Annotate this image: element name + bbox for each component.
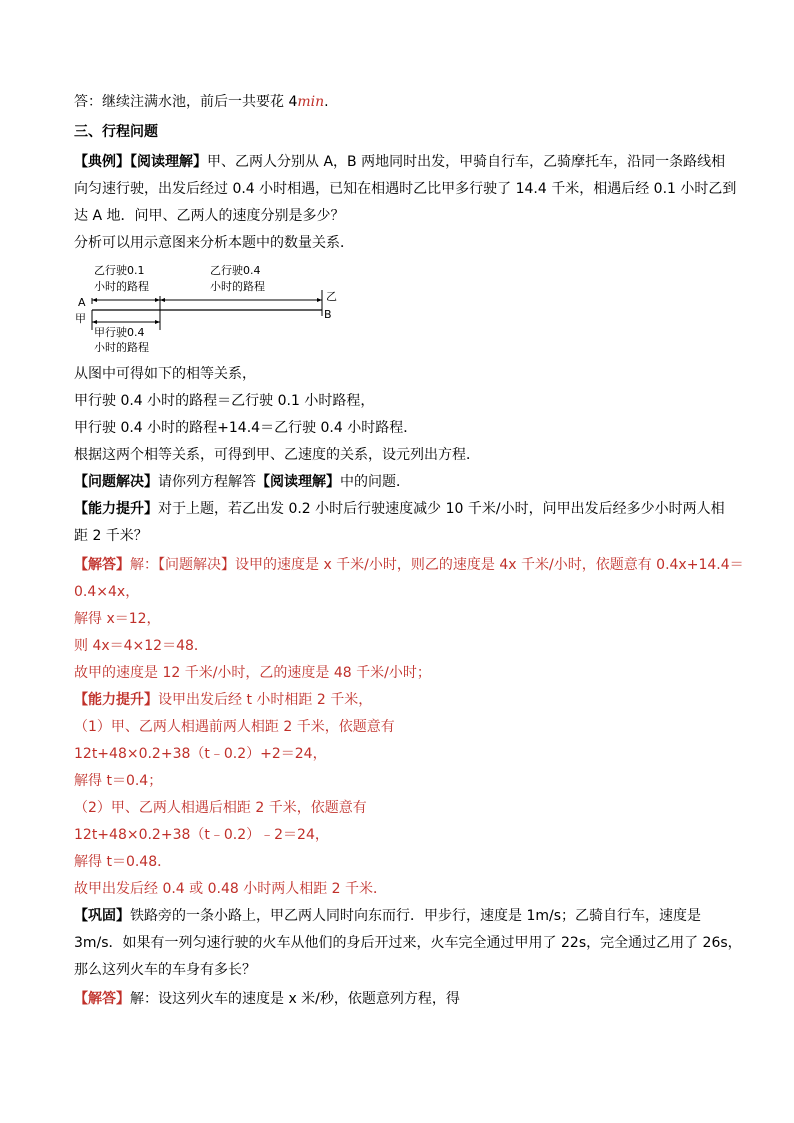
solution-line-6: [74, 690, 372, 710]
solve-end: 中的问题．: [340, 474, 410, 490]
solve-ref: 【阅读理解】: [256, 474, 340, 490]
solution-text-6: 设甲出发后经 t 小时相距 2 千米，: [158, 692, 373, 708]
answer-suffix: .: [324, 94, 329, 110]
consolidate-line-2: 3m/s．如果有一列匀速行驶的火车从他们的身后开过来，火车完全通过甲用了 22s，完全通过乙用了 26s，: [74, 935, 742, 951]
solution-text-1: 解：【问题解决】设甲的速度是 x 千米/小时，则乙的速度是 4x 千米/小时，依题意有 0.4x+14.4＝: [130, 557, 744, 573]
solution-line-8: 12t+48×0.2+38（t﹣0.2）+2＝24，: [74, 746, 327, 762]
example-tag: 【典例】: [74, 154, 130, 170]
diagram-top-left-1: 乙行驶0.1: [94, 264, 145, 277]
solution-line-3: 解得 x＝12，: [74, 611, 161, 627]
solve-tag: 【问题解决】: [74, 474, 158, 490]
arrowhead-right-2: [317, 298, 322, 302]
solution-tag: 【解答】: [74, 557, 130, 573]
diagram-label-b: B: [324, 308, 332, 321]
distance-diagram: [74, 260, 374, 352]
example-line-1: [74, 152, 725, 172]
diagram-label-a: A: [78, 296, 86, 309]
solution-line-11: 12t+48×0.2+38（t﹣0.2）﹣2＝24，: [74, 827, 329, 843]
solution-line-5: 故甲的速度是 12 千米/小时，乙的速度是 48 千米/小时；: [74, 665, 431, 681]
diagram-top-right-1: 乙行驶0.4: [210, 264, 261, 277]
arrowhead-right: [155, 298, 160, 302]
answer-line: [74, 92, 329, 112]
relation-2: 甲行驶 0.4 小时的路程+14.4＝乙行驶 0.4 小时路程．: [74, 420, 418, 436]
example-text-1: 甲、乙两人分别从 A，B 两地同时出发，甲骑自行车，乙骑摩托车，沿同一条路线相: [207, 154, 726, 170]
solution-line-9: 解得 t＝0.4；: [74, 773, 163, 789]
consolidate-line-3: 那么这列火车的车身有多长？: [74, 962, 256, 978]
solution-line-13: 故甲出发后经 0.4 或 0.48 小时两人相距 2 千米．: [74, 881, 388, 897]
example-line-3: 达 A 地．问甲、乙两人的速度分别是多少？: [74, 208, 345, 224]
diagram-label-yi: 乙: [326, 290, 337, 303]
solution-line-10: （2）甲、乙两人相遇后相距 2 千米，依题意有: [74, 800, 367, 816]
consolidate-text-1: 铁路旁的一条小路上，甲乙两人同时向东而行．甲步行，速度是 1m/s；乙骑自行车，速度是: [130, 908, 702, 924]
problem-solve-line: [74, 472, 410, 492]
arrowhead-left-3: [92, 320, 97, 324]
answer-unit: min: [297, 94, 325, 110]
diagram-bottom-2: 小时的路程: [94, 341, 149, 352]
arrowhead-left-2: [160, 298, 165, 302]
solution-line-2: 0.4×4x，: [74, 584, 140, 600]
ability-line-2: 距 2 千米？: [74, 528, 148, 544]
solve-text: 请你列方程解答: [158, 474, 256, 490]
arrowhead-right-3: [155, 320, 160, 324]
diagram-top-left-2: 小时的路程: [94, 280, 149, 293]
example-line-2: 向匀速行驶，出发后经过 0.4 小时相遇，已知在相遇时乙比甲多行驶了 14.4 千米，相遇后经 0.1 小时乙到: [74, 181, 737, 197]
answer2-line: [74, 989, 460, 1009]
diagram-bottom-1: 甲行驶0.4: [94, 326, 145, 339]
analysis-line: 分析可以用示意图来分析本题中的数量关系．: [74, 235, 354, 251]
arrowhead-left: [92, 298, 97, 302]
ability-text-1: 对于上题，若乙出发 0.2 小时后行驶速度减少 10 千米/小时，问甲出发后经多少小时两人相: [158, 501, 725, 517]
ability-tag: 【能力提升】: [74, 501, 158, 517]
relations-intro: 从图中可得如下的相等关系，: [74, 366, 256, 382]
diagram-top-right-2: 小时的路程: [210, 280, 265, 293]
reading-tag: 【阅读理解】: [130, 154, 207, 170]
section-title: 三、行程问题: [74, 124, 158, 140]
solution-ability-tag: 【能力提升】: [74, 692, 158, 708]
solution-line-1: [74, 555, 744, 575]
consolidate-line-1: [74, 906, 701, 926]
solution-line-7: （1）甲、乙两人相遇前两人相距 2 千米，依题意有: [74, 719, 395, 735]
relation-1: 甲行驶 0.4 小时的路程＝乙行驶 0.1 小时路程，: [74, 393, 375, 409]
consolidate-tag: 【巩固】: [74, 908, 130, 924]
diagram-label-jia: 甲: [75, 312, 86, 325]
answer2-text: 解：设这列火车的速度是 x 米/秒，依题意列方程，得: [130, 991, 460, 1007]
answer2-tag: 【解答】: [74, 991, 130, 1007]
solution-line-4: 则 4x＝4×12＝48．: [74, 638, 208, 654]
ability-line-1: [74, 499, 725, 519]
solution-line-12: 解得 t＝0.48．: [74, 854, 172, 870]
answer-text: 答：继续注满水池，前后一共要花 4: [74, 94, 298, 110]
relation-3: 根据这两个相等关系，可得到甲、乙速度的关系，设元列出方程．: [74, 447, 480, 463]
